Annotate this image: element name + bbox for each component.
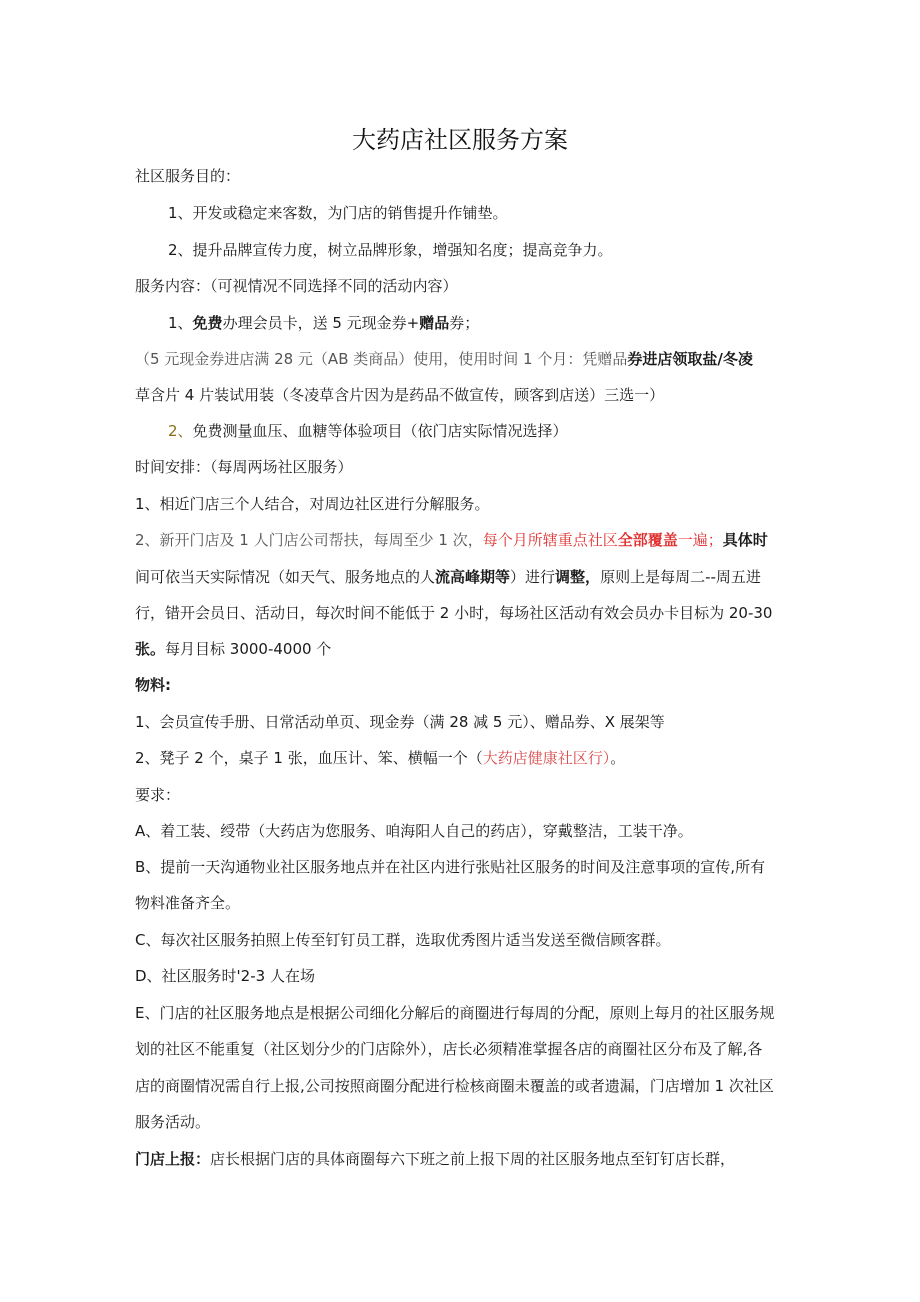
materials-item-2-end: 。 bbox=[610, 749, 626, 767]
schedule-line-2-c: ）进行 bbox=[510, 568, 556, 586]
schedule-line-2-d: 调整， bbox=[555, 568, 601, 586]
content-item-1-free: 免费 bbox=[192, 314, 223, 332]
store-report bbox=[135, 1149, 735, 1169]
content-note-1-a: （5 元现金券进店满 28 元（AB 类商品）使用，使用时间 1 个月：凭赠品 bbox=[135, 350, 628, 368]
content-item-2-num: 2、 bbox=[168, 422, 193, 440]
content-item-1-end: 券； bbox=[449, 314, 480, 332]
requirement-b-line-2: 物料准备齐全。 bbox=[135, 894, 241, 912]
content-item-1-gift: 赠品 bbox=[419, 314, 450, 332]
materials-item-2-a: 2、凳子 2 个，桌子 1 张，血压计、笨、横幅一个（ bbox=[135, 749, 483, 767]
document-title: 大药店社区服务方案 bbox=[352, 126, 568, 154]
requirement-e-line-1: E、门店的社区服务地点是根据公司细化分解后的商圈进行每周的分配，原则上每月的社区服务规 bbox=[135, 1004, 775, 1022]
purpose-item-2: 2、提升品牌宣传力度，树立品牌形象，增强知名度；提高竞争力。 bbox=[168, 241, 613, 259]
schedule-item-2-b: 具体时 bbox=[722, 531, 768, 549]
materials-heading: 物料: bbox=[135, 676, 171, 694]
content-item-1-num: 1、 bbox=[168, 314, 193, 332]
materials-item-1: 1、会员宣传手册、日常活动单页、现金券（满 28 减 5 元）、赠品券、X 展架等 bbox=[135, 713, 665, 731]
schedule-line-2-a: 间可依当天实际情况（如天气、服务地点的人 bbox=[135, 568, 436, 586]
requirement-c: C、每次社区服务拍照上传至钉钉员工群，选取优秀图片适当发送至微信顾客群。 bbox=[135, 931, 671, 949]
schedule-heading: 时间安排：（每周两场社区服务） bbox=[135, 458, 353, 476]
schedule-item-2-red: 每个月所辖重点社区 bbox=[482, 531, 618, 549]
store-report-text: 店长根据门店的具体商圈每六下班之前上报下周的社区服务地点至钉钉店长群， bbox=[210, 1150, 736, 1168]
requirement-d: D、社区服务时'2-3 人在场 bbox=[135, 967, 315, 985]
materials-item-2-pink: 大药店健康社区行） bbox=[482, 749, 611, 767]
content-item-1 bbox=[168, 313, 479, 333]
schedule-item-2-a: 2、新开门店及 1 人门店公司帮扶，每周至少 1 次， bbox=[135, 531, 483, 549]
requirement-e-line-4: 服务活动。 bbox=[135, 1113, 211, 1131]
store-report-label: 门店上报： bbox=[135, 1150, 211, 1168]
schedule-line-2 bbox=[135, 567, 761, 587]
purpose-item-1: 1、开发或稳定来客数，为门店的销售提升作铺垫。 bbox=[168, 204, 508, 222]
content-heading: 服务内容：（可视情况不同选择不同的活动内容） bbox=[135, 277, 458, 295]
schedule-item-2-redb: 全部覆盖 bbox=[617, 531, 678, 549]
requirement-a: A、着工装、绶带（大药店为您服务、咱海阳人自己的药店），穿戴整洁，工装干净。 bbox=[135, 822, 693, 840]
content-note-1 bbox=[135, 349, 753, 369]
requirements-heading: 要求： bbox=[135, 786, 181, 804]
schedule-line-4 bbox=[135, 639, 331, 659]
requirement-e-line-3: 店的商圈情况需自行上报,公司按照商圈分配进行检核商圈未覆盖的或者遗漏，门店增加 1 次社区 bbox=[135, 1077, 774, 1095]
content-item-2-text: 免费测量血压、血糖等体验项目（依门店实际情况选择） bbox=[192, 422, 568, 440]
schedule-line-3: 行，错开会员日、活动日，每次时间不能低于 2 小时，每场社区活动有效会员办卡目标为 20-30 bbox=[135, 604, 773, 622]
content-item-1-mid: 办理会员卡，送 5 元现金券+ bbox=[222, 314, 420, 332]
schedule-line-2-b: 流高峰期等 bbox=[435, 568, 511, 586]
purpose-heading: 社区服务目的： bbox=[135, 167, 241, 185]
content-note-1-b: 券进店领取盐/冬凌 bbox=[627, 350, 753, 368]
materials-item-2 bbox=[135, 748, 625, 768]
schedule-item-1: 1、相近门店三个人结合，对周边社区进行分解服务。 bbox=[135, 495, 490, 513]
schedule-item-2 bbox=[135, 530, 768, 550]
content-item-2 bbox=[168, 421, 568, 441]
schedule-line-2-e: 原则上是每周二--周五进 bbox=[600, 568, 761, 586]
schedule-line-4-b: 每月目标 3000-4000 个 bbox=[165, 640, 332, 658]
requirement-b-line-1: B、提前一天沟通物业社区服务地点并在社区内进行张贴社区服务的时间及注意事项的宣传,所有 bbox=[135, 858, 766, 876]
content-note-2: 草含片 4 片装试用装（冬凌草含片因为是药品不做宣传，顾客到店送）三选一） bbox=[135, 386, 665, 404]
requirement-e-line-2: 划的社区不能重复（社区划分少的门店除外），店长必须精准掌握各店的商圈社区分布及了解,各 bbox=[135, 1040, 763, 1058]
schedule-line-4-a: 张。 bbox=[135, 640, 166, 658]
schedule-item-2-red2: 一遍； bbox=[677, 531, 723, 549]
